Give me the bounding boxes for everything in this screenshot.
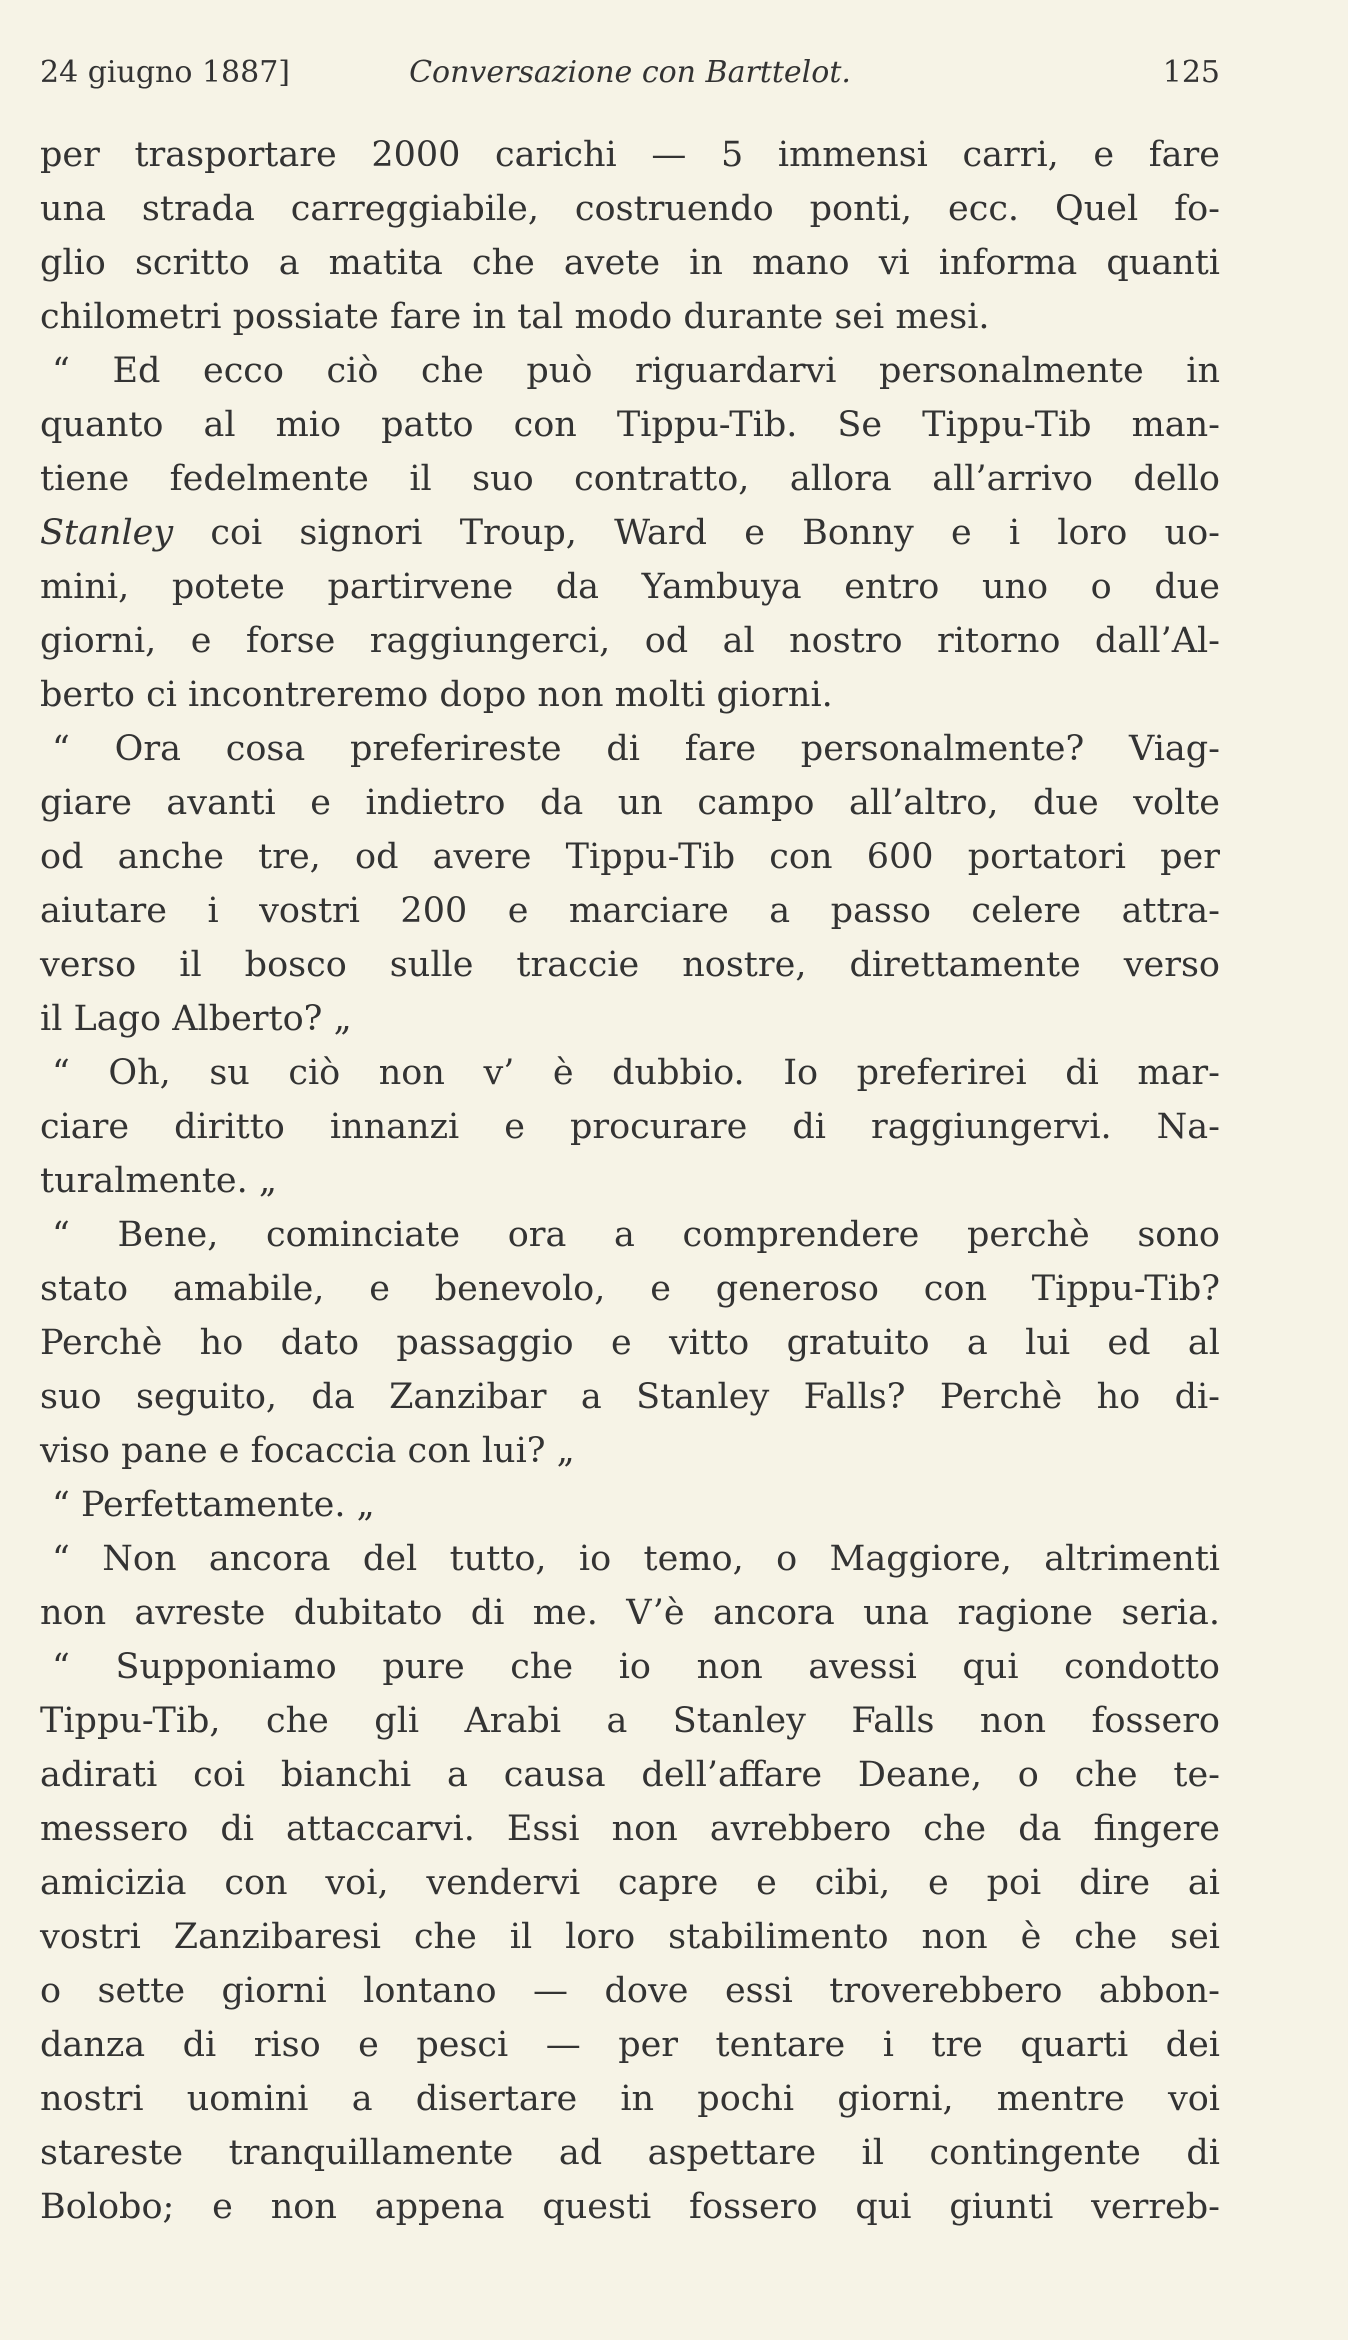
text-line: amicizia con voi, vendervi capre e cibi, e poi dire ai xyxy=(40,1863,1220,1903)
text-line: tiene fedelmente il suo contratto, allora all’arrivo dello xyxy=(40,459,1220,499)
text-line: Tippu-Tib, che gli Arabi a Stanley Falls non fossero xyxy=(40,1701,1220,1741)
text-line: quanto al mio patto con Tippu-Tib. Se Tippu-Tib man- xyxy=(40,405,1220,445)
text-line: Perchè ho dato passaggio e vitto gratuito a lui ed al xyxy=(40,1323,1220,1363)
text-line: “ Ed ecco ciò che può riguardarvi personalmente in xyxy=(52,351,1220,391)
header-date: 24 giugno 1887] xyxy=(40,55,291,90)
text-line: berto ci incontreremo dopo non molti giorni. xyxy=(40,675,833,715)
text-line: il Lago Alberto? „ xyxy=(40,999,352,1039)
text-line: glio scritto a matita che avete in mano vi informa quanti xyxy=(40,243,1220,283)
text-line-rest: coi signori Troup, Ward e Bonny e i loro uo- xyxy=(173,513,1220,553)
page-number: 125 xyxy=(1162,55,1220,90)
text-line: “ Non ancora del tutto, io temo, o Maggiore, altrimenti xyxy=(52,1539,1220,1579)
text-line: verso il bosco sulle traccie nostre, direttamente verso xyxy=(40,945,1220,985)
text-line: stato amabile, e benevolo, e generoso con Tippu-Tib? xyxy=(40,1269,1220,1309)
text-line: messero di attaccarvi. Essi non avrebbero che da fingere xyxy=(40,1809,1220,1849)
text-line: mini, potete partirvene da Yambuya entro uno o due xyxy=(40,567,1220,607)
text-line: “ Ora cosa preferireste di fare personalmente? Viag- xyxy=(52,729,1220,769)
text-line: od anche tre, od avere Tippu-Tib con 600 portatori per xyxy=(40,837,1220,877)
text-line: o sette giorni lontano — dove essi troverebbero abbon- xyxy=(40,1971,1220,2011)
text-line: Bolobo; e non appena questi fossero qui giunti verreb- xyxy=(40,2187,1220,2227)
text-line: “ Perfettamente. „ xyxy=(52,1485,375,1525)
ship-name: Stanley xyxy=(40,513,174,553)
text-line: per trasportare 2000 carichi — 5 immensi carri, e fare xyxy=(40,135,1220,175)
running-header xyxy=(40,50,1220,96)
text-line: suo seguito, da Zanzibar a Stanley Falls? Perchè ho di- xyxy=(40,1377,1220,1417)
text-line: chilometri possiate fare in tal modo durante sei mesi. xyxy=(40,297,990,337)
text-line: giare avanti e indietro da un campo all’altro, due volte xyxy=(40,783,1220,823)
text-line: nostri uomini a disertare in pochi giorni, mentre voi xyxy=(40,2079,1220,2119)
text-line xyxy=(40,506,1220,560)
text-line: ciare diritto innanzi e procurare di raggiungervi. Na- xyxy=(40,1107,1220,1147)
text-line: “ Bene, cominciate ora a comprendere perchè sono xyxy=(52,1215,1220,1255)
text-line: non avreste dubitato di me. V’è ancora una ragione seria. xyxy=(40,1593,1220,1633)
text-line: danza di riso e pesci — per tentare i tre quarti dei xyxy=(40,2025,1220,2065)
header-chapter-title: Conversazione con Barttelot. xyxy=(409,55,851,90)
text-line: viso pane e focaccia con lui? „ xyxy=(40,1431,575,1471)
text-line: turalmente. „ xyxy=(40,1161,278,1201)
text-line: giorni, e forse raggiungerci, od al nostro ritorno dall’Al- xyxy=(40,621,1220,661)
text-line: aiutare i vostri 200 e marciare a passo celere attra- xyxy=(40,891,1220,931)
text-line: “ Oh, su ciò non v’ è dubbio. Io preferirei di mar- xyxy=(52,1053,1220,1093)
text-line: “ Supponiamo pure che io non avessi qui condotto xyxy=(52,1647,1220,1687)
text-line: adirati coi bianchi a causa dell’affare Deane, o che te- xyxy=(40,1755,1220,1795)
text-line: una strada carreggiabile, costruendo ponti, ecc. Quel fo- xyxy=(40,189,1220,229)
body-text xyxy=(40,128,1220,2234)
text-line: stareste tranquillamente ad aspettare il contingente di xyxy=(40,2133,1220,2173)
text-line: vostri Zanzibaresi che il loro stabilimento non è che sei xyxy=(40,1917,1220,1957)
